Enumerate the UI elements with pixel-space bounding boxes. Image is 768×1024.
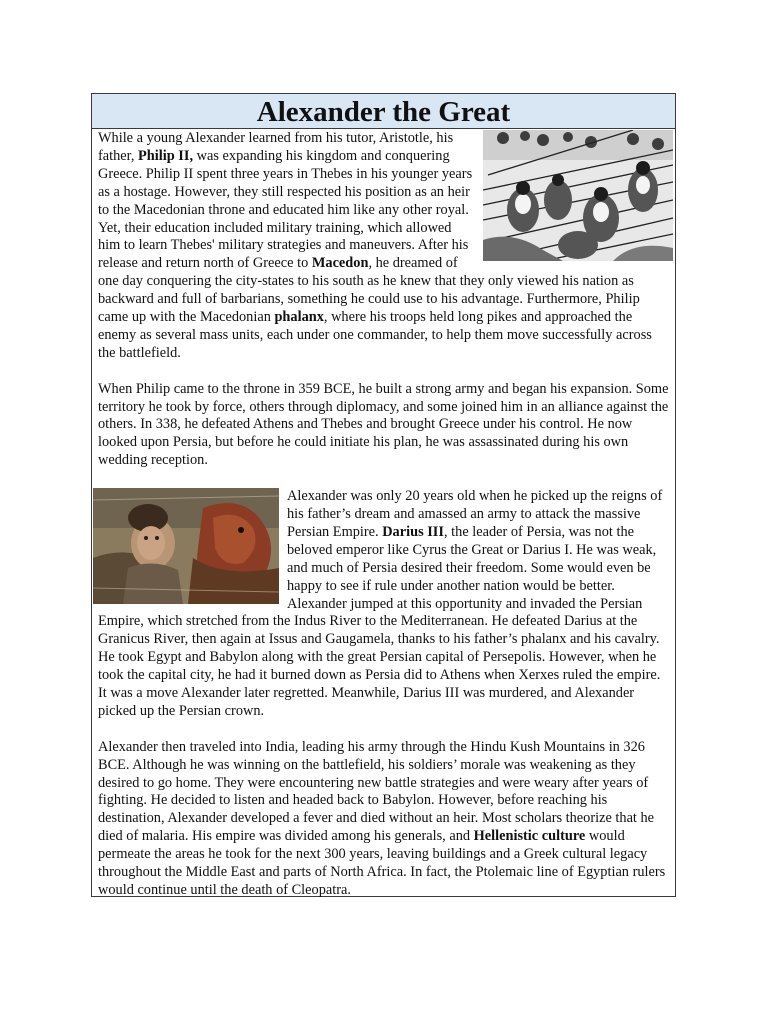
paragraph-1-text-d: , where his troops held long pikes and approached the enemy as several mass units, each under one commander, to help them move successfully across the battlefield. — [98, 309, 652, 361]
battle-engraving-icon — [483, 130, 673, 261]
term-philip-ii: Philip II, — [138, 147, 194, 164]
paragraph-1-text-b: was expanding his kingdom and conquering Greece. Philip II spent three years in Thebes in his younger years as a hostage. However, they still respected his position as an heir to the Macedonian throne and educated him like any other royal. Yet, their education included military training, which allowed him to learn Thebes' military strategies and maneuvers. After his release and return north of Greece to — [98, 147, 473, 272]
reading-passage — [92, 129, 675, 900]
paragraph-4 — [98, 739, 669, 900]
paragraph-4-text-a: Alexander then traveled into India, leading his army through the Hindu Kush Mountains in 326 BCE. Although he was winning on the battlefield, his soldiers’ morale was weakening as they desired to go home. They were encountering new battle strategies and were weary after years of fighting. He decided to listen and headed back to Babylon. However, before reaching his destination, Alexander developed a fever and died without an heir. Most scholars theorize that he died of malaria. His empire was divided among his generals, and — [98, 738, 655, 845]
paragraph-1-text-a: While a young Alexander learned from his tutor, Aristotle, his father, — [98, 130, 454, 164]
paragraph-3-text-a: Alexander was only 20 years old when he picked up the reigns of his father’s dream and amassed an army to attack the massive Persian Empire. — [287, 488, 663, 540]
paragraph-4-text-b: would permeate the areas he took for the next 300 years, leaving buildings and a Greek cultural legacy throughout the Middle East and parts of North Africa. In fact, the Ptolemaic line of Egyptian rulers would continue until the death of Cleopatra. — [98, 828, 666, 899]
page-title: Alexander the Great — [92, 94, 675, 129]
term-darius-iii: Darius III — [382, 523, 444, 540]
paragraph-2-text: When Philip came to the throne in 359 BCE, he built a strong army and began his expansion. Some territory he took by force, others through diplomacy, and some joined him in an alliance against the others. In 338, he defeated Athens and Thebes and brought Greece under his control. He now looked upon Persia, but before he could initiate his plan, he was assassinated during his own wedding reception. — [98, 380, 669, 469]
term-hellenistic-culture: Hellenistic culture — [473, 828, 586, 845]
term-phalanx: phalanx — [274, 309, 324, 326]
paragraph-3-text-b: , the leader of Persia, was not the beloved emperor like Cyrus the Great or Darius I. He was weak, and much of Persia desired their freedom. Some would even be happy to see if rule under another nation would be better. Alexander jumped at this opportunity and invaded the Persian Empire, which stretched from the Indus River to the Mediterranean. He defeated Darius at the Granicus River, then again at Issus and Gaugamela, thanks to his father’s phalanx and his cavalry. He took Egypt and Babylon along with the great Persian capital of Persepolis. However, when he took the capital city, he had it burned down as Persia did to Athens when Xerxes ruled the empire. It was a move Alexander later regretted. Meanwhile, Darius III was murdered, and Alexander picked up the Persian crown. — [98, 523, 661, 719]
alexander-mosaic-icon — [93, 488, 279, 604]
term-macedon: Macedon — [311, 255, 369, 272]
paragraph-1-text-c: , he dreamed of one day conquering the city-states to his south as he knew that they only viewed his nation as backward and full of barbarians, something he could use to his advantage. Furthermore, Philip came up with the Macedonian — [98, 255, 640, 326]
paragraph-2 — [98, 381, 669, 471]
worksheet-frame — [91, 93, 676, 897]
